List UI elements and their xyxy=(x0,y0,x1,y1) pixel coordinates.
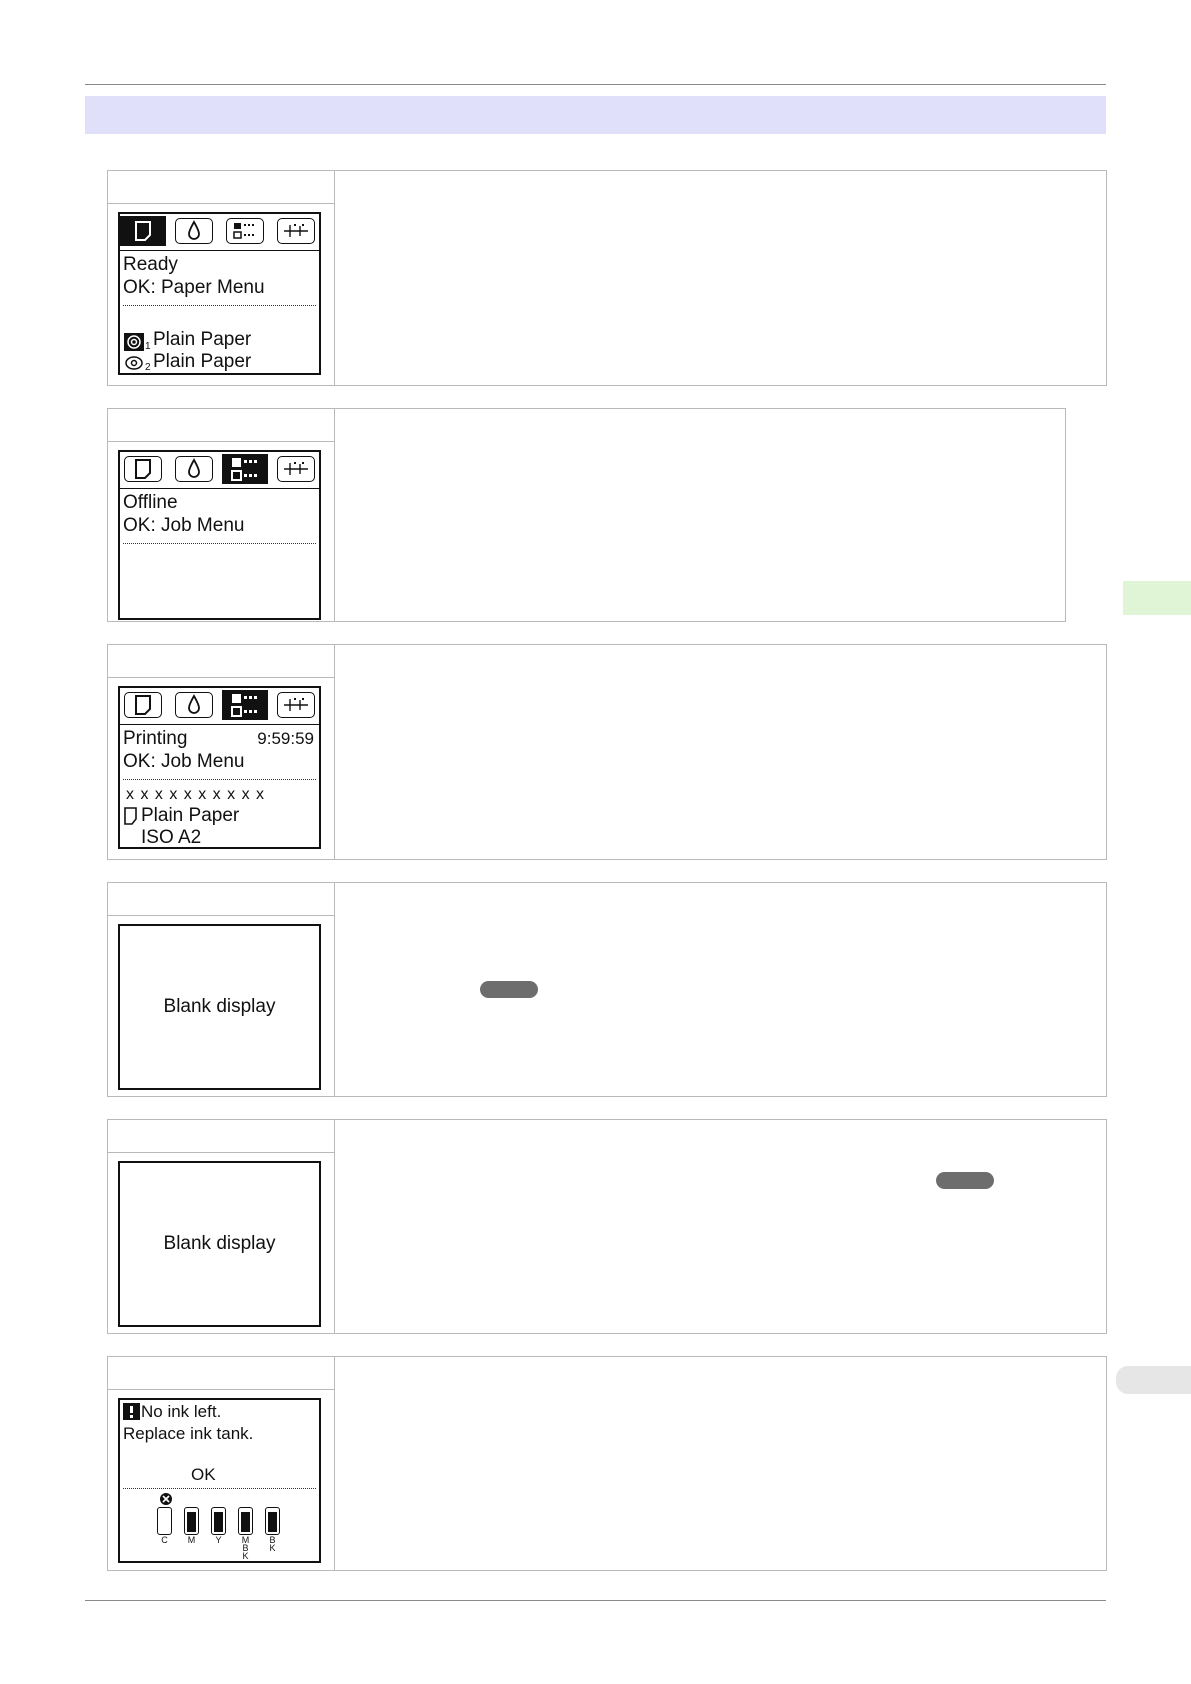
warning-instruction: Replace ink tank. xyxy=(123,1424,254,1443)
display-column-header xyxy=(108,171,334,204)
divider xyxy=(123,1488,316,1489)
ink-tank-y xyxy=(211,1507,226,1535)
lcd-tab-bar xyxy=(120,688,319,725)
ink-drop-icon xyxy=(184,694,204,716)
settings-icon xyxy=(282,222,310,240)
roll-2-icon xyxy=(124,354,146,372)
roll-2-number: 2 xyxy=(145,362,151,373)
job-name: x x x x x x x x x x xyxy=(126,786,266,803)
elapsed-time: 9:59:59 xyxy=(257,729,314,748)
status-row-printing xyxy=(107,644,1107,860)
ok-option[interactable]: OK xyxy=(191,1465,216,1484)
lcd-screen xyxy=(118,924,321,1090)
ink-tank-label: Y xyxy=(215,1535,222,1545)
roll-1-number: 1 xyxy=(145,341,151,352)
tab-job[interactable] xyxy=(222,216,268,246)
status-row-offline xyxy=(107,408,1066,622)
divider xyxy=(123,779,316,780)
ink-tank-label: C xyxy=(161,1535,168,1545)
ink-tank-label: B K xyxy=(269,1535,276,1553)
section-header-band xyxy=(85,96,1106,134)
tab-settings[interactable] xyxy=(273,690,319,720)
job-icon xyxy=(230,692,260,718)
ink-tank-c xyxy=(157,1507,172,1535)
display-column xyxy=(108,1357,335,1570)
ok-hint: OK: Job Menu xyxy=(123,515,245,536)
tab-settings[interactable] xyxy=(273,216,319,246)
lcd-tab-bar xyxy=(120,214,319,251)
display-column-header xyxy=(108,645,334,678)
lcd-screen xyxy=(118,212,321,375)
ink-tank-m xyxy=(184,1507,199,1535)
lcd-screen xyxy=(118,686,321,849)
ink-level-fill xyxy=(214,1512,223,1532)
lcd-screen xyxy=(118,1398,321,1563)
index-side-tab[interactable] xyxy=(1116,1366,1191,1394)
job-icon xyxy=(232,221,258,241)
ok-hint: OK: Job Menu xyxy=(123,751,245,772)
display-column xyxy=(108,645,335,859)
display-column xyxy=(108,171,335,385)
tab-paper[interactable] xyxy=(120,690,166,720)
paper-size: ISO A2 xyxy=(141,827,202,848)
ink-drop-icon xyxy=(184,458,204,480)
status-row-blank-2 xyxy=(107,1119,1107,1334)
blank-display-label: Blank display xyxy=(163,996,276,1017)
settings-icon xyxy=(282,460,310,478)
top-rule xyxy=(85,84,1106,85)
tab-job[interactable] xyxy=(222,454,268,484)
display-column xyxy=(108,1120,335,1333)
tab-ink[interactable] xyxy=(171,690,217,720)
tab-job[interactable] xyxy=(222,690,268,720)
tab-ink[interactable] xyxy=(171,216,217,246)
status-row-ready xyxy=(107,170,1107,386)
ink-drop-icon xyxy=(184,220,204,242)
warning-icon xyxy=(123,1403,140,1420)
paper-icon xyxy=(131,219,155,243)
media-type: Plain Paper xyxy=(141,805,240,826)
display-column-header xyxy=(108,1357,334,1390)
settings-icon xyxy=(282,696,310,714)
paper-icon xyxy=(131,693,155,717)
ink-tank-label: M B K xyxy=(241,1535,250,1561)
status-row-no-ink xyxy=(107,1356,1107,1571)
tab-paper[interactable] xyxy=(120,454,166,484)
ink-tank-bk xyxy=(265,1507,280,1535)
ink-level-fill xyxy=(268,1512,277,1532)
warning-title: No ink left. xyxy=(141,1402,222,1421)
bottom-rule xyxy=(85,1600,1106,1601)
roll-1-icon xyxy=(124,332,146,352)
ok-hint: OK: Paper Menu xyxy=(123,277,265,298)
lcd-tab-bar xyxy=(120,452,319,489)
paper-icon xyxy=(123,806,139,826)
empty-x-icon xyxy=(159,1492,173,1506)
lcd-screen xyxy=(118,1161,321,1327)
status-line: Ready xyxy=(123,254,178,275)
job-icon xyxy=(230,456,260,482)
display-column-header xyxy=(108,409,334,442)
display-column-header xyxy=(108,1120,334,1153)
roll-1-media: Plain Paper xyxy=(153,329,252,350)
ink-tank-label: M xyxy=(187,1535,196,1545)
divider xyxy=(123,305,316,306)
blank-display-label: Blank display xyxy=(163,1233,276,1254)
ink-level-fill xyxy=(241,1512,250,1532)
tab-paper[interactable] xyxy=(120,216,166,246)
display-column-header xyxy=(108,883,334,916)
ink-level-fill xyxy=(187,1512,196,1532)
chapter-side-tab[interactable] xyxy=(1123,581,1191,615)
status-row-blank-1 xyxy=(107,882,1107,1097)
ink-tank-mbk xyxy=(238,1507,253,1535)
display-column xyxy=(108,409,335,621)
paper-icon xyxy=(131,457,155,481)
status-line: Offline xyxy=(123,492,178,513)
display-column xyxy=(108,883,335,1096)
divider xyxy=(123,543,316,544)
key-button-graphic xyxy=(480,981,538,998)
status-line: Printing xyxy=(123,728,188,749)
lcd-screen xyxy=(118,450,321,620)
tab-settings[interactable] xyxy=(273,454,319,484)
roll-2-media: Plain Paper xyxy=(153,351,252,372)
tab-ink[interactable] xyxy=(171,454,217,484)
key-button-graphic xyxy=(936,1172,994,1189)
